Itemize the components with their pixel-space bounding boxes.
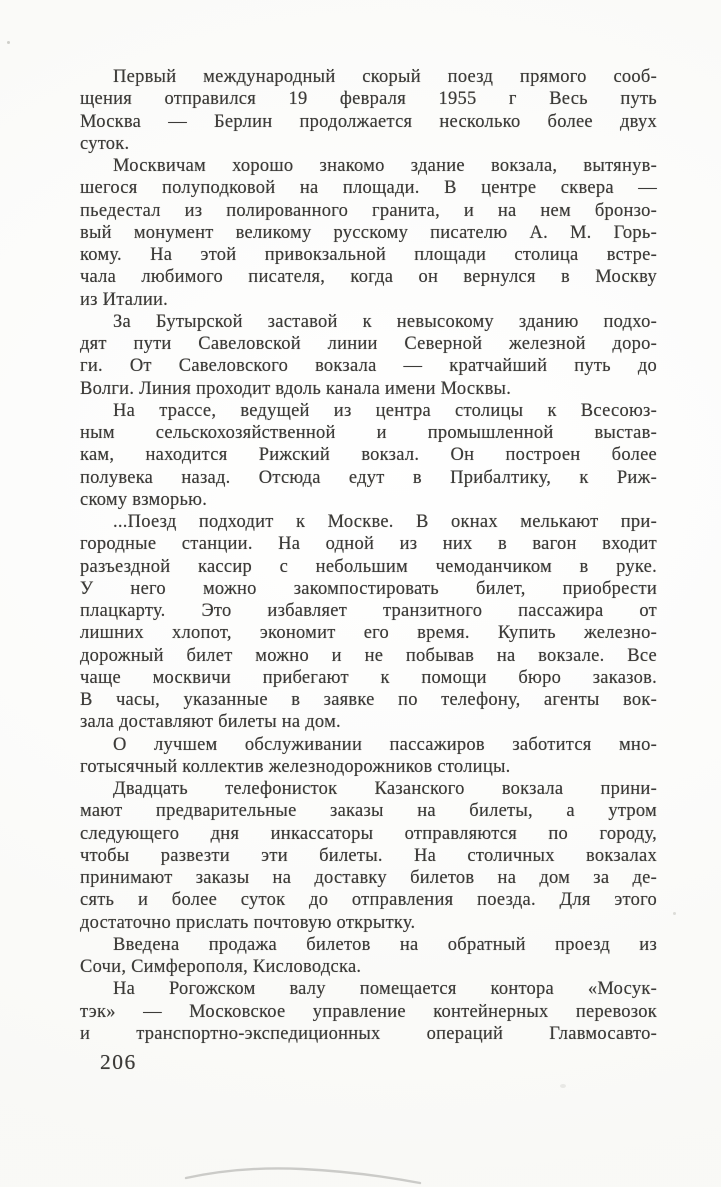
text-line: лишних хлопот, экономит его время. Купить железно- (80, 623, 657, 644)
text-line: Москва — Берлин продолжается несколько более двух (80, 111, 657, 132)
scan-speck (560, 1084, 566, 1088)
paragraph (80, 400, 657, 511)
scan-speck (673, 912, 676, 915)
text-line: У него можно закомпостировать билет, приобрести (80, 578, 657, 599)
text-line: зала доставляют билеты на дом. (80, 712, 341, 733)
text-line: кому. На этой привокзальной площади столица встре- (80, 245, 657, 265)
text-line: щения отправился 19 февраля 1955 г Весь путь (80, 89, 657, 110)
paragraph (80, 311, 657, 400)
text-line: Сочи, Симферополя, Кисловодска. (80, 957, 362, 977)
paragraph (80, 934, 657, 979)
paragraph (80, 778, 657, 934)
text-line: суток. (80, 133, 130, 154)
text-line: Двадцать телефонисток Казанского вокзала прини- (113, 779, 657, 799)
scan-artifact-curve (172, 1156, 432, 1187)
page-number: 206 (100, 1050, 137, 1074)
text-line: дорожный билет можно и не побывав на вокзале. Все (80, 645, 657, 666)
body-text (80, 66, 657, 1045)
text-line: За Бутырской заставой к невысокому зданию подхо- (113, 311, 657, 332)
paragraph (80, 978, 657, 1045)
text-line: Первый международный скорый поезд прямого сооб- (113, 67, 657, 87)
text-line: городные станции. На одной из них в вагон входит (80, 534, 657, 555)
text-line: На Рогожском валу помещается контора «Мосук- (113, 979, 657, 1000)
text-line: ги. От Савеловского вокзала — кратчайший путь до (80, 356, 657, 377)
text-line: Москвичам хорошо знакомо здание вокзала, вытянув- (113, 156, 657, 176)
text-line: тэк» — Московское управление контейнерных перевозок (80, 1001, 657, 1022)
text-line: В часы, указанные в заявке по телефону, агенты вок- (80, 690, 657, 710)
text-line: из Италии. (80, 289, 169, 310)
text-line: мают предварительные заказы на билеты, а утром (80, 801, 657, 822)
text-line: О лучшем обслуживании пассажиров заботится мно- (113, 734, 657, 755)
text-line: Введена продажа билетов на обратный проезд из (113, 934, 657, 955)
paragraph (80, 155, 657, 311)
text-line: сять и более суток до отправления поезда. Для этого (80, 890, 657, 911)
text-line: дят пути Савеловской линии Северной железной доро- (80, 334, 657, 354)
text-line: плацкарту. Это избавляет транзитного пассажира от (80, 601, 657, 621)
paragraph (80, 511, 657, 734)
text-line: разъездной кассир с небольшим чемоданчиком в руке. (80, 556, 657, 577)
text-line: полувека назад. Отсюда едут в Прибалтику, к Риж- (80, 467, 657, 488)
text-line: чала любимого писателя, когда он вернулся в Москву (80, 267, 657, 288)
scan-speck (7, 41, 10, 44)
text-line: пьедестал из полированного гранита, и на нем бронзо- (80, 200, 657, 221)
text-line: шегося полуподковой на площади. В центре сквера — (80, 178, 657, 199)
text-line: чаще москвичи прибегают к помощи бюро заказов. (80, 667, 657, 688)
text-line: вый монумент великому русскому писателю А. М. Горь- (80, 222, 657, 243)
text-line: скому взморью. (80, 489, 208, 510)
text-line: кам, находится Рижский вокзал. Он построен более (80, 445, 657, 466)
text-line: чтобы развезти эти билеты. На столичных вокзалах (80, 845, 657, 866)
text-line: ным сельскохозяйственной и промышленной выстав- (80, 423, 657, 443)
paragraph (80, 734, 657, 779)
text-line: На трассе, ведущей из центра столицы к Всесоюз- (113, 400, 657, 421)
text-line: готысячный коллектив железнодорожников столицы. (80, 756, 511, 777)
text-line: и транспортно-экспедиционных операций Главмосавто- (80, 1023, 657, 1044)
text-line: Волги. Линия проходит вдоль канала имени Москвы. (80, 378, 512, 399)
text-line: достаточно прислать почтовую открытку. (80, 912, 416, 933)
text-line: ...Поезд подходит к Москве. В окнах мелькают при- (113, 512, 657, 532)
paragraph (80, 66, 657, 155)
text-line: принимают заказы на доставку билетов на дом за де- (80, 868, 657, 888)
text-line: следующего дня инкассаторы отправляются по городу, (80, 823, 657, 844)
